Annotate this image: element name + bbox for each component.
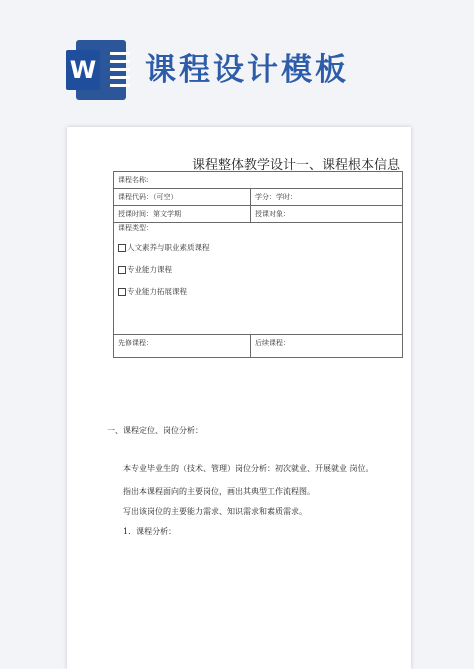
- paragraph: 本专业毕业生的（技术、管理）岗位分析：初次就业、开展就业 岗位。: [123, 464, 374, 473]
- option-label: 人文素养与职业素质课程: [127, 243, 210, 252]
- course-code-cell: 课程代码：（可空）: [114, 189, 251, 206]
- paragraph: 写出该岗位的主要能力需求、知识需求和素质需求。: [123, 507, 307, 516]
- semester-cell: 授课时间：第文学期: [114, 206, 251, 223]
- prerequisite-cell: 先修课程：: [114, 335, 251, 358]
- course-name-cell: 课程名称:: [114, 172, 403, 189]
- course-type-option: [118, 286, 398, 297]
- document-title: 课程整体教学设计一、课程根本信息: [192, 158, 401, 173]
- credit-hours-cell: 学分：学时：: [251, 189, 403, 206]
- course-type-cell: [114, 223, 403, 335]
- word-icon-lines: [110, 52, 130, 92]
- document-page: [67, 127, 411, 669]
- checkbox-icon: [118, 266, 126, 274]
- course-type-option: [118, 264, 398, 275]
- audience-cell: 授课对象：: [251, 206, 403, 223]
- course-type-option: [118, 242, 398, 253]
- banner-title: 课程设计模板: [145, 52, 349, 88]
- option-label: 专业能力课程: [127, 265, 172, 274]
- checkbox-icon: [118, 288, 126, 296]
- word-icon: [66, 40, 126, 100]
- option-label: 专业能力拓展课程: [127, 287, 187, 296]
- course-info-table: [113, 171, 403, 358]
- section-heading: 一、课程定位、岗位分析：: [107, 426, 203, 435]
- course-type-label: 课程类型：: [118, 224, 153, 232]
- followup-cell: 后续课程：: [251, 335, 403, 358]
- checkbox-icon: [118, 244, 126, 252]
- subsection-heading: 1．课程分析：: [123, 527, 177, 536]
- word-icon-letter: W: [66, 50, 100, 90]
- paragraph: 指出本课程面向的主要岗位，画出其典型工作流程图。: [123, 487, 315, 496]
- banner: [0, 0, 474, 115]
